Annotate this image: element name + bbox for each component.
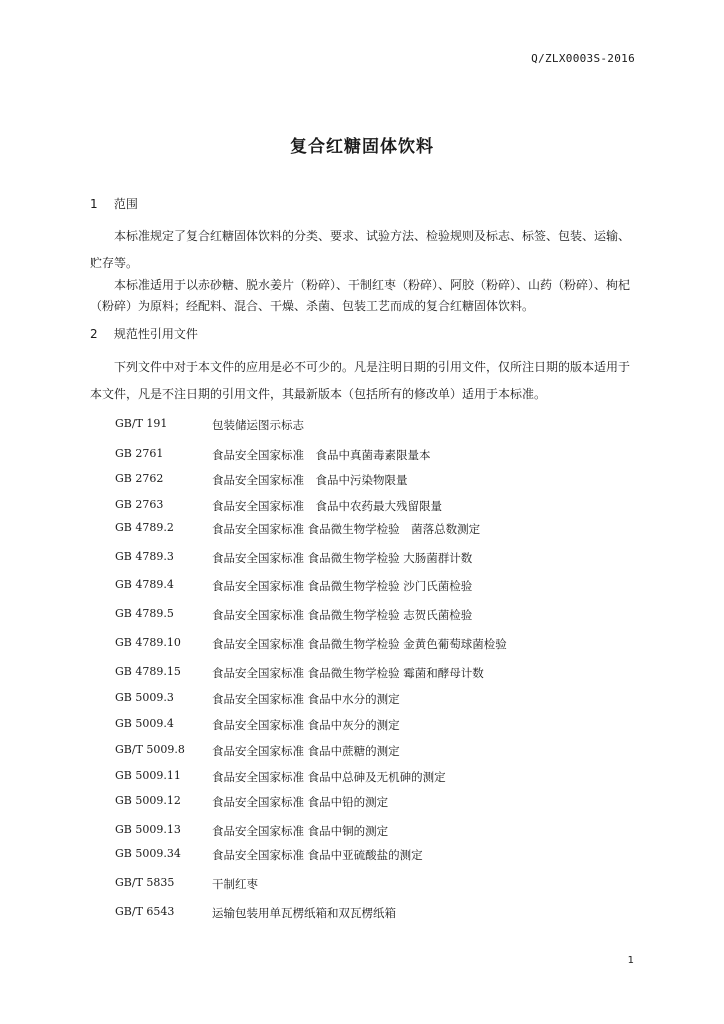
reference-title: 食品安全国家标准 食品中真菌毒素限量本	[212, 448, 431, 462]
reference-title: 食品安全国家标准 食品微生物学检验 菌落总数测定	[212, 522, 481, 536]
reference-title: 食品安全国家标准 食品微生物学检验 金黄色葡萄球菌检验	[212, 637, 507, 651]
reference-title: 食品安全国家标准 食品中铜的测定	[212, 824, 389, 838]
reference-code: GB 5009.12	[115, 794, 181, 807]
scope-paragraph-2: 本标准适用于以赤砂糖、脱水姜片（粉碎）、干制红枣（粉碎）、阿胶（粉碎）、山药（粉碎）、枸杞（粉碎）为原料；经配料、混合、干燥、杀菌、包装工艺而成的复合红糖固体饮料。	[90, 278, 631, 313]
section-number: 1	[90, 197, 98, 211]
reference-code: GB 2761	[115, 447, 164, 460]
reference-title: 食品安全国家标准 食品微生物学检验 大肠菌群计数	[212, 551, 473, 565]
reference-code: GB 4789.2	[115, 521, 174, 534]
reference-title: 运输包装用单瓦楞纸箱和双瓦楞纸箱	[212, 906, 396, 920]
section-title: 规范性引用文件	[113, 327, 198, 341]
reference-code: GB/T 5835	[115, 876, 175, 889]
scope-paragraph-1: 本标准规定了复合红糖固体饮料的分类、要求、试验方法、检验规则及标志、标签、包装、运输、贮存等。	[90, 229, 631, 270]
reference-title: 食品安全国家标准 食品中污染物限量	[212, 473, 408, 487]
section-title: 范围	[113, 197, 138, 211]
section-number: 2	[90, 327, 98, 341]
reference-title: 食品安全国家标准 食品中蔗糖的测定	[212, 744, 400, 758]
reference-title: 食品安全国家标准 食品中灰分的测定	[212, 718, 400, 732]
reference-code: GB 5009.3	[115, 691, 174, 704]
page-number: 1	[627, 955, 634, 966]
reference-code: GB 5009.11	[115, 769, 181, 782]
reference-code: GB 4789.4	[115, 578, 174, 591]
reference-title: 食品安全国家标准 食品中农药最大残留限量	[212, 499, 442, 513]
reference-title: 包装储运图示标志	[212, 418, 304, 432]
document-title: 复合红糖固体饮料	[290, 137, 434, 157]
reference-title: 食品安全国家标准 食品中亚硫酸盐的测定	[212, 848, 423, 862]
reference-code: GB 4789.10	[115, 636, 181, 649]
reference-title: 食品安全国家标准 食品微生物学检验 沙门氏菌检验	[212, 579, 473, 593]
reference-code: GB/T 6543	[115, 905, 175, 918]
reference-code: GB 2762	[115, 472, 164, 485]
reference-title: 干制红枣	[212, 877, 258, 891]
reference-code: GB/T 191	[115, 417, 168, 430]
reference-title: 食品安全国家标准 食品微生物学检验 霉菌和酵母计数	[212, 666, 484, 680]
reference-title: 食品安全国家标准 食品微生物学检验 志贺氏菌检验	[212, 608, 473, 622]
reference-code: GB 2763	[115, 498, 164, 511]
section-heading-normative-references	[90, 325, 198, 342]
reference-title: 食品安全国家标准 食品中水分的测定	[212, 692, 400, 706]
reference-code: GB 4789.5	[115, 607, 174, 620]
reference-title: 食品安全国家标准 食品中总砷及无机砷的测定	[212, 770, 446, 784]
reference-title: 食品安全国家标准 食品中铅的测定	[212, 795, 389, 809]
reference-code: GB 5009.4	[115, 717, 174, 730]
reference-code: GB 5009.13	[115, 823, 181, 836]
section-heading-scope	[90, 195, 138, 212]
reference-code: GB/T 5009.8	[115, 743, 185, 756]
reference-code: GB 4789.15	[115, 665, 181, 678]
references-intro-paragraph: 下列文件中对于本文件的应用是必不可少的。凡是注明日期的引用文件，仅所注日期的版本适用于本文件，凡是不注日期的引用文件，其最新版本（包括所有的修改单）适用于本标准。	[90, 360, 631, 401]
reference-code: GB 4789.3	[115, 550, 174, 563]
document-code: Q/ZLX0003S-2016	[531, 52, 635, 65]
reference-code: GB 5009.34	[115, 847, 181, 860]
